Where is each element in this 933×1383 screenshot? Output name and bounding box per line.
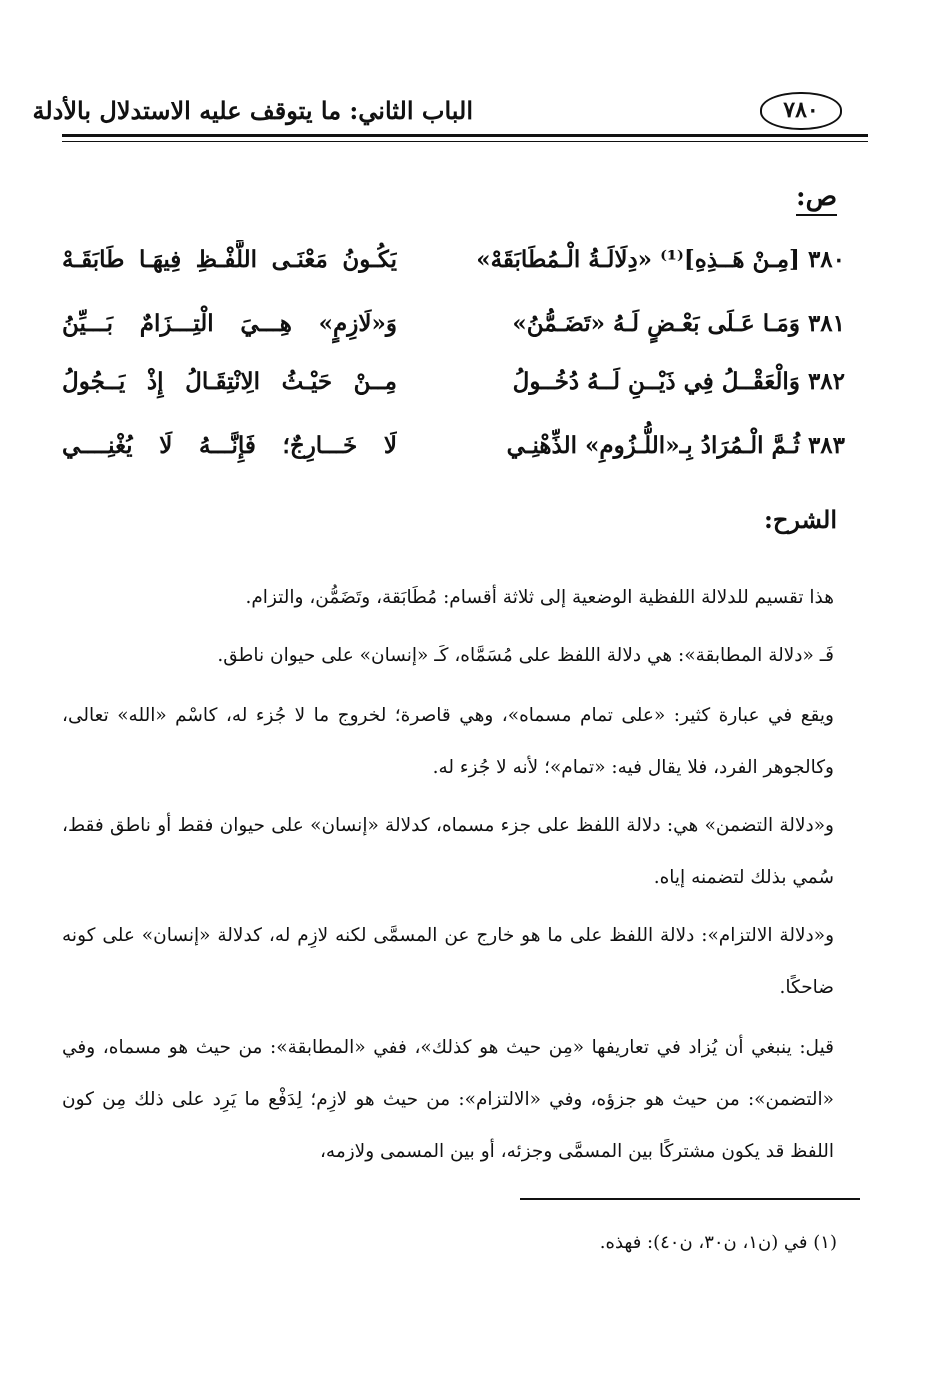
verse-first-hemistich: ٣٨٠ [مِـنْ هَــذِهِ]⁽¹⁾ «دِلَالَـةُ الْـمُطَابَقَهْ» (476, 246, 845, 273)
verse-second-hemistich: وَ«لَازِمٍ» هِـــيَ الْتِـــزَامٌ بَـــيِّنُ (62, 310, 397, 337)
commentary-paragraph: فَـ «دلالة المطابقة»: هي دلالة اللفظ على مُسَمَّاه، كَـ «إنسان» على حيوان ناطق. (217, 645, 834, 666)
commentary-paragraph: هذا تقسيم للدلالة اللفظية الوضعية إلى ثلاثة أقسام: مُطَابَقة، وتَضَمُّن، والتزام. (245, 587, 834, 608)
verse-first-hemistich: ٣٨١ وَمَـا عَـلَى بَعْـضٍ لَـهُ «تَضَـمُّنُ» (512, 310, 845, 337)
footnote: (١) في (ن١، ن٣٠، ن٤٠): فهذه. (599, 1232, 837, 1253)
verse-line (0, 426, 933, 470)
verse-line (0, 362, 933, 406)
verse-second-hemistich: يَكُـونُ مَعْنَـى اللَّفْـظِ فِيهَـا طَابَقَـهْ (62, 246, 397, 273)
header-rule-thin (62, 141, 868, 142)
commentary-paragraph: و«دلالة التضمن» هي: دلالة اللفظ على جزء مسماه، كدلالة «إنسان» على حيوان فقط أو ناطق فقط، سُمي بذلك لتضمنه إياه. (62, 815, 834, 888)
verse-first-hemistich: ٣٨٢ وَالْعَقْــلُ فِي ذَيْــنِ لَــهُ دُخُــولُ (512, 368, 845, 395)
verse-first-hemistich: ٣٨٣ ثُـمَّ الْـمُرَادُ بِـ«اللُّـزُومِ» الذِّهْنِـي (506, 432, 845, 459)
running-header-title: الباب الثاني: ما يتوقف عليه الاستدلال بالأدلة (32, 96, 473, 125)
header-rule-thick (62, 134, 868, 137)
commentary-paragraph: و«دلالة الالتزام»: دلالة اللفظ على ما هو خارج عن المسمَّى لكنه لازِم له، كدلالة «إنسان» على كونه ضاحكًا. (62, 925, 834, 998)
text-label: ص: (796, 180, 837, 216)
footnote-separator (520, 1198, 860, 1200)
verse-second-hemistich: مِــنْ حَيْـثُ الِانْتِقَـالُ إِذْ يَــجُولُ (62, 368, 397, 395)
commentary-paragraph: ويقع في عبارة كثير: «على تمام مسماه»، وهي قاصرة؛ لخروج ما لا جُزء له، كاسْم «الله» تعالى، وكالجوهر الفرد، فلا يقال فيه: «تمام»؛ لأنه لا جُزء له. (62, 705, 834, 778)
verse-line (0, 304, 933, 348)
page-number-badge: ٧٨٠ (760, 92, 842, 130)
verse-second-hemistich: لَا خَـــارِجٌ؛ فَإِنَّـــهُ لَا يُغْنِــــي (62, 432, 397, 459)
verse-line (0, 240, 933, 284)
commentary-paragraph: قيل: ينبغي أن يُزاد في تعاريفها «مِن حيث هو كذلك»، ففي «المطابقة»: من حيث هو مسماه، وفي «التضمن»: من حيث هو جزؤه، وفي «الالتزام»: من حيث هو لازِم؛ لِدَفْع ما يَرِد على ذلك مِن كون اللفظ قد يكون مشتركًا بين المسمَّى وجزئه، أو بين المسمى ولازمه، (62, 1037, 834, 1162)
commentary-label: الشرح: (764, 505, 837, 534)
